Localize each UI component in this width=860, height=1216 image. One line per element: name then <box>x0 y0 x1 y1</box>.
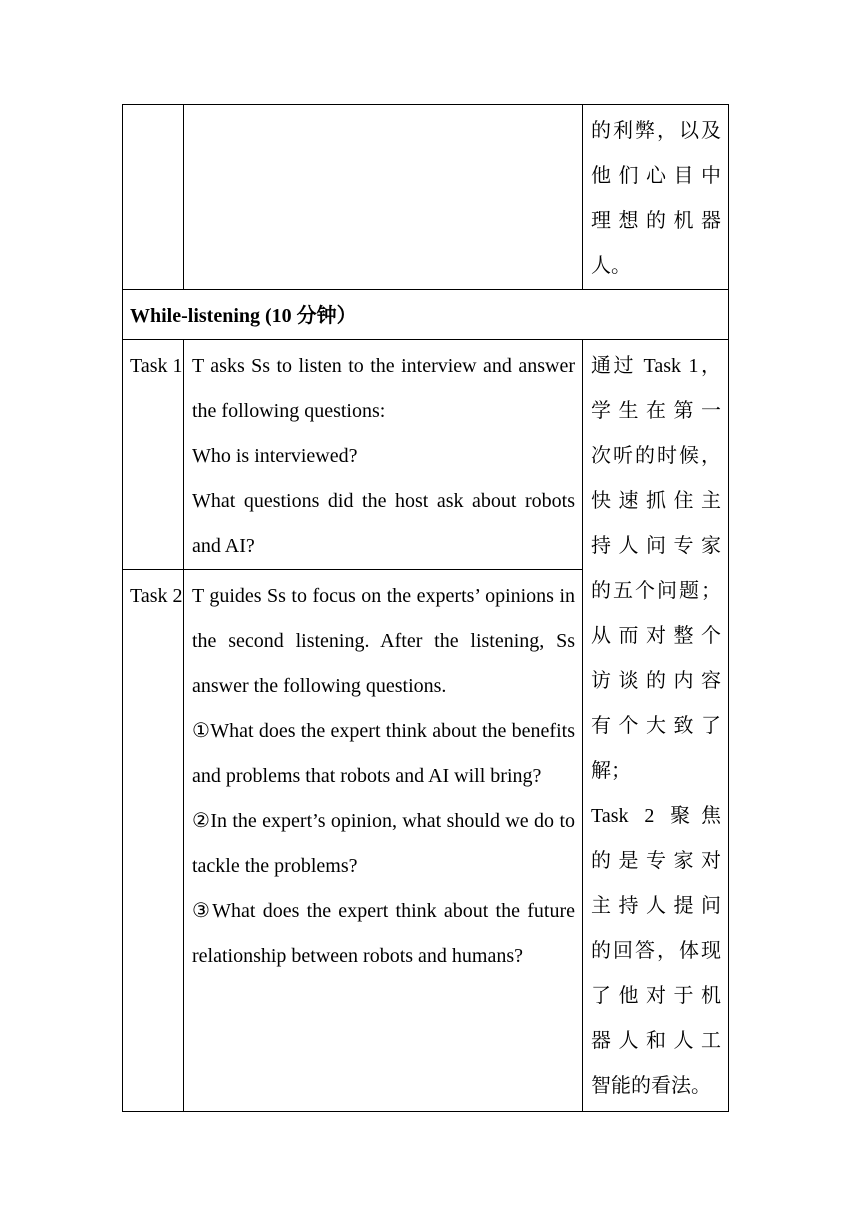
task-label: Task 2 <box>123 570 184 1112</box>
note-line: Task 2 聚焦 <box>591 805 721 827</box>
table-row <box>123 105 729 290</box>
task-label: Task 1 <box>123 340 184 570</box>
purpose-note-cell <box>583 340 729 1112</box>
table-row-task1 <box>123 340 729 570</box>
table-cell-empty <box>184 105 583 290</box>
task-paragraph: What questions did the host ask about robots and AI? <box>192 490 575 557</box>
note-line: 主持人提问 <box>591 895 721 917</box>
task-description <box>184 570 583 1112</box>
note-line: 人。 <box>591 255 631 277</box>
note-line: 器人和人工 <box>591 1030 721 1052</box>
task-paragraph: Who is interviewed? <box>192 445 358 467</box>
task-paragraph: T guides Ss to focus on the experts’ opinions in the second listening. After the listening, Ss answer the following questions. <box>192 585 575 697</box>
note-line: 理想的机器 <box>591 210 721 232</box>
note-line: 从而对整个 <box>591 625 721 647</box>
note-line: 的五个问题； <box>591 580 721 602</box>
section-heading-row <box>123 290 729 340</box>
lesson-plan-table <box>122 104 729 1112</box>
note-line: 访谈的内容 <box>591 670 721 692</box>
note-line: 解； <box>591 760 631 782</box>
note-line: 的回答，体现 <box>591 940 721 962</box>
note-line: 有个大致了 <box>591 715 721 737</box>
note-line: 快速抓住主 <box>591 490 721 512</box>
task-paragraph: ①What does the expert think about the benefits and problems that robots and AI will bring? <box>192 720 575 787</box>
note-line: 的是专家对 <box>591 850 721 872</box>
note-line: 通过 Task 1， <box>591 355 721 377</box>
purpose-note-cell <box>583 105 729 290</box>
task-description <box>184 340 583 570</box>
note-line: 他们心目中 <box>591 165 721 187</box>
note-line: 智能的看法。 <box>591 1075 711 1097</box>
section-heading: While-listening (10 分钟） <box>123 290 729 340</box>
task-paragraph: ②In the expert’s opinion, what should we do to tackle the problems? <box>192 810 575 877</box>
note-line: 持人问专家 <box>591 535 721 557</box>
task-paragraph: ③What does the expert think about the future relationship between robots and humans? <box>192 900 575 967</box>
note-line: 了他对于机 <box>591 985 721 1007</box>
note-line: 的利弊，以及 <box>591 120 721 142</box>
note-line: 学生在第一 <box>591 400 721 422</box>
table-cell-empty <box>123 105 184 290</box>
task-paragraph: T asks Ss to listen to the interview and answer the following questions: <box>192 355 575 422</box>
note-line: 次听的时候， <box>591 445 721 467</box>
